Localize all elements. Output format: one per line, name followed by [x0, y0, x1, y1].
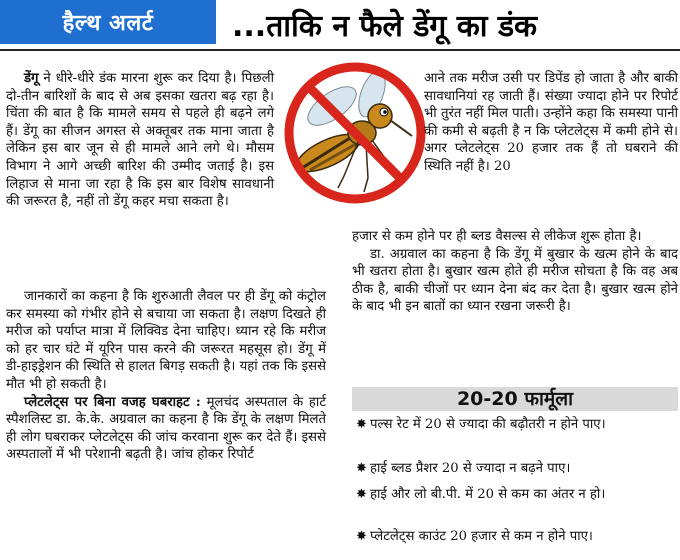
section-tag [0, 0, 216, 44]
article-right-top [424, 70, 678, 176]
para-right-cont: हजार से कम होने पर ही ब्लड वैसल्स से लीकेज शुरू होता है। [352, 229, 642, 244]
formula-item-text: हाई और लो बी.पी. में 20 से कम का अंतर न हो। [370, 487, 606, 502]
star-bullet-icon: ✸ [356, 461, 367, 476]
formula-item-text: हाई ब्लड प्रैशर 20 से ज्यादा न बढ़ने पाए। [370, 461, 571, 476]
subheading-platelets: प्लेटलेट्स पर बिना वजह घबराहट : [24, 394, 201, 410]
star-bullet-icon: ✸ [356, 417, 367, 432]
formula-subhead: 20-20 फार्मूला [352, 387, 678, 411]
formula-item-text: प्लेटलेट्स काउंट 20 हजार से कम न होने पाए। [370, 529, 593, 544]
no-mosquito-icon [280, 58, 430, 208]
article-left-bottom [6, 288, 326, 464]
para-right-2: डा. अग्रवाल का कहना है कि डेंगू में बुखार के खत्म होने के बाद भी खतरा होता है। बुखार खत्म होते ही मरीज सोचता है कि वह अब ठीक है, बाकी चीजों पर ध्यान देना बंद कर देता है। बुखार खत्म होने के बाद भी इन बातों का ध्यान रखना जरूरी है। [352, 246, 678, 315]
formula-item [356, 528, 678, 546]
para-2: जानकारों का कहना है कि शुरुआती लैवल पर ही डेंगू को कंट्रोल कर समस्या को गंभीर होने से बचाया जा सकता है। लक्षण दिखते ही मरीज को पर्याप्त मात्रा में लिक्विड देना चाहिए। ध्यान रहे कि मरीज को हर चार घंटे में यूरिन पास करने की जरूरत महसूस हो। डेंगू में डी-हाइड्रेशन की स्थिति से हालत बिगड़ सकती है। यहां तक कि इससे मौत भी हो सकती है। [6, 289, 326, 392]
star-bullet-icon: ✸ [356, 529, 367, 544]
para-right-1: आने तक मरीज उसी पर डिपेंड हो जाता है और बाकी सावधानियां रह जाती हैं। संख्या ज्यादा होने पर रिपोर्ट भी तुरंत नहीं मिल पाती। उन्होंने कहा कि समस्या पानी की कमी से बढ़ती है न कि प्लेटलेट्स में कमी होने से। अगर प्लेटलेट्स 20 हजार तक हैं तो घबराने की स्थिति नहीं है। 20 [424, 71, 678, 174]
para-3: मूलचंद अस्पताल के हार्ट स्पैशलिस्ट डा. के.के. अग्रवाल का कहना है कि डेंगू के लक्षण मिलते ही लोग घबराकर प्लेटलेट्स की जांच करवाना शुरू कर देते हैं। इससे अस्पतालों में भी परेशानी बढ़ती है। जांच होकर रिपोर्ट [6, 394, 326, 463]
header-divider [0, 49, 680, 51]
formula-item [356, 416, 678, 434]
para-1: ने धीरे-धीरे डंक मारना शुरू कर दिया है। पिछली दो-तीन बारिशों के बाद से अब इसका खतरा बढ़ रहा है। चिंता की बात है कि मामले समय से पहले ही बढ़ने लगे हैं। डेंगू का सीजन अगस्त से अक्तूबर तक माना जाता है लेकिन इस बार जून से ही मामले आने लगे थे। मौसम विभाग ने आगे अच्छी बारिश की उम्मीद जताई है। इस लिहाज से माना जा रहा है कि इस बार विशेष सावधानी की जरूरत है, नहीं तो डेंगू कहर मचा सकता है। [6, 71, 274, 210]
formula-item [356, 486, 678, 504]
formula-item-text: पल्स रेट में 20 से ज्यादा की बढ़ौतरी न होने पाए। [370, 417, 606, 432]
article-left-top [6, 70, 274, 211]
star-bullet-icon: ✸ [356, 487, 367, 502]
section-tag-label: हैल्थ अलर्ट [62, 11, 154, 36]
headline: ...ताकि न फैले डेंगू का डंक [232, 8, 538, 44]
dateline-lead: डेंगू [24, 71, 39, 86]
formula-item [356, 460, 678, 478]
article-right-mid [352, 228, 678, 316]
